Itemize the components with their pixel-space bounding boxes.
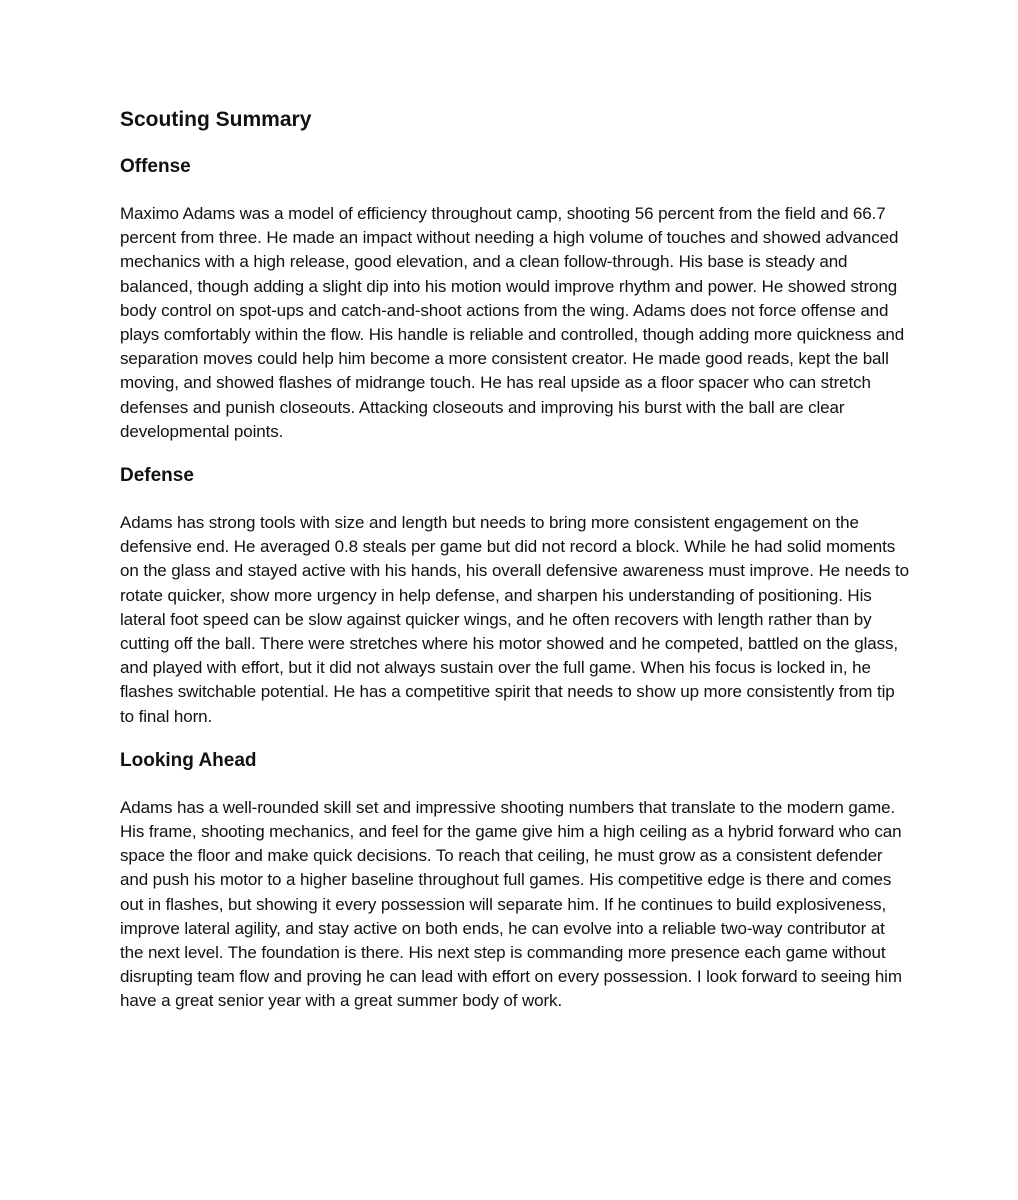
section-offense	[120, 154, 910, 444]
document-title: Scouting Summary	[120, 108, 312, 131]
section-heading-looking-ahead: Looking Ahead	[120, 749, 257, 771]
section-defense	[120, 463, 910, 729]
section-looking-ahead	[120, 748, 910, 1014]
section-body-looking-ahead: Adams has a well-rounded skill set and impressive shooting numbers that translate to the modern game. His frame, shooting mechanics, and feel for the game give him a high ceiling as a hybrid forward who can space the floor and make quick decisions. To reach that ceiling, he must grow as a consistent defender and push his motor to a higher baseline throughout full games. His competitive edge is there and comes out in flashes, but showing it every possession will separate him. If he continues to build explosiveness, improve lateral agility, and stay active on both ends, he can evolve into a reliable two-way contributor at the next level. The foundation is there. His next step is commanding more presence each game without disrupting team flow and proving he can lead with effort on every possession. I look forward to seeing him have a great senior year with a great summer body of work.	[120, 797, 902, 1011]
section-body-defense: Adams has strong tools with size and length but needs to bring more consistent engagement on the defensive end. He averaged 0.8 steals per game but did not record a block. While he had solid moments on the glass and stayed active with his hands, his overall defensive awareness must improve. He needs to rotate quicker, show more urgency in help defense, and sharpen his understanding of positioning. His lateral foot speed can be slow against quicker wings, and he often recovers with length rather than by cutting off the ball. There were stretches where his motor showed and he competed, battled on the glass, and played with effort, but it did not always sustain over the full game. When his focus is locked in, he flashes switchable potential. He has a competitive spirit that needs to show up more consistently from tip to final horn.	[120, 513, 910, 726]
section-heading-offense: Offense	[120, 156, 191, 177]
document-page	[120, 106, 910, 1033]
section-heading-defense: Defense	[120, 465, 194, 487]
section-body-offense: Maximo Adams was a model of efficiency throughout camp, shooting 56 percent from the field and 66.7 percent from three. He made an impact without needing a high volume of touches and showed advanced mechanics with a high release, good elevation, and a clean follow-through. His base is steady and balanced, though adding a slight dip into his motion would improve rhythm and power. He showed strong body control on spot-ups and catch-and-shoot actions from the wing. Adams does not force offense and plays comfortably within the flow. His handle is reliable and controlled, though adding more quickness and separation moves could help him become a more consistent creator. He made good reads, kept the ball moving, and showed flashes of midrange touch. He has real upside as a floor spacer who can stretch defenses and punish closeouts. Attacking closeouts and improving his burst with the ball are clear developmental points.	[120, 204, 905, 441]
